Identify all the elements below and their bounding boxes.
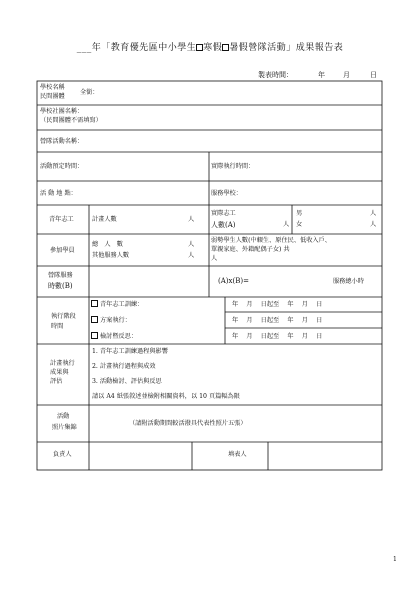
- total-count-unit: 人: [188, 241, 195, 248]
- stage-training-dates[interactable]: 年 月 日起至 年 月 日: [232, 301, 323, 308]
- photo-note: （請附活動期間較活潑具代表性照片五張）: [129, 420, 247, 427]
- school-club-note: （民間團體不需填寫）: [40, 117, 102, 124]
- results-label-2: 成果與: [50, 369, 69, 376]
- disadvantaged-line1: 弱勢學生人數(中輟生、原住民、低收入戶、: [211, 237, 331, 244]
- disadvantaged-line3: 人: [211, 255, 218, 262]
- participants-label: 參加學員: [50, 247, 75, 254]
- training-checkbox[interactable]: [91, 300, 98, 307]
- stage-review: [91, 332, 137, 341]
- total-count-label: 總 人 數: [92, 241, 123, 248]
- summer-label: 暑假營隊活動」成果報告表: [229, 43, 344, 53]
- photo-label-2: 照片集錦: [52, 424, 77, 431]
- person-in-charge-label: 負責人: [53, 451, 72, 458]
- other-service-unit: 人: [188, 252, 195, 259]
- planned-count-unit: 人: [188, 216, 195, 223]
- winter-label: 寒假: [203, 43, 223, 53]
- date-year: 年: [318, 71, 325, 79]
- stage-execution-label: 方案執行：: [99, 317, 131, 324]
- date-month: 月: [343, 71, 350, 79]
- title-prefix: ___年「教育優先區中小學生: [76, 43, 197, 53]
- filled-by-label: 填表人: [228, 451, 247, 458]
- execution-checkbox[interactable]: [91, 316, 98, 323]
- results-label-3: 評估: [50, 378, 63, 385]
- review-checkbox[interactable]: [91, 332, 98, 339]
- results-item-1: 1. 青年志工訓練過程與影響: [92, 348, 168, 355]
- camp-name-field[interactable]: 營隊活動名稱：: [40, 138, 84, 145]
- male-unit: 人: [370, 210, 377, 217]
- school-name-label: 學校名稱: [40, 84, 65, 91]
- other-service-label: 其他服務人數: [92, 252, 130, 259]
- date-day: 日: [370, 71, 377, 79]
- planned-count-label: 計畫人數: [92, 216, 117, 223]
- service-hours-label-1: 營隊服務: [48, 272, 73, 279]
- results-note: 請以 A4 紙張敘述並檢附相關資料，以 10 頁篇幅為限: [92, 393, 240, 400]
- photo-label-1: 活動: [57, 413, 70, 420]
- service-school-field[interactable]: 服務學校：: [211, 190, 242, 197]
- stage-execution-dates[interactable]: 年 月 日起至 年 月 日: [232, 317, 323, 324]
- stages-label-2: 時間: [51, 323, 64, 330]
- stage-training: [91, 300, 143, 309]
- results-label-1: 計畫執行: [50, 360, 75, 367]
- youth-volunteer-label: 青年志工: [49, 216, 74, 223]
- stage-review-dates[interactable]: 年 月 日起至 年 月 日: [232, 333, 323, 340]
- stage-execution: [91, 316, 131, 325]
- female-label: 女: [296, 221, 303, 228]
- results-item-3: 3. 活動檢討、評估與反思: [92, 378, 162, 385]
- stage-review-label: 檢討暨反思：: [99, 333, 138, 340]
- actual-count-label: 人數(A): [211, 221, 236, 229]
- school-club-label[interactable]: 學校社團名稱：: [40, 108, 84, 115]
- planned-time-field[interactable]: 活動預定時間：: [40, 163, 84, 170]
- full-title-field[interactable]: 全銜：: [80, 89, 99, 96]
- disadvantaged-line2: 單親家庭、外籍配偶子女) 共: [211, 246, 290, 253]
- female-unit: 人: [370, 221, 377, 228]
- actual-count-unit: 人: [283, 221, 290, 228]
- location-field[interactable]: 活 動 地 點：: [40, 190, 77, 197]
- page-number: 1: [393, 556, 397, 563]
- actual-time-field[interactable]: 實際執行時間：: [211, 163, 255, 170]
- actual-volunteer-label: 實際志工: [211, 210, 236, 217]
- total-hours-label: 服務總小時: [333, 278, 364, 285]
- stage-training-label: 青年志工訓練：: [99, 301, 144, 308]
- service-hours-label-2: 時數(B): [48, 282, 73, 290]
- results-item-2: 2. 計畫執行過程與成效: [92, 363, 156, 370]
- org-name-label: 民間團體: [40, 93, 65, 100]
- male-label: 男: [296, 210, 303, 217]
- stages-label-1: 執行階段: [51, 313, 76, 320]
- formula-label: (A)x(B)=: [218, 277, 249, 285]
- date-label: 製表時間：: [258, 71, 293, 79]
